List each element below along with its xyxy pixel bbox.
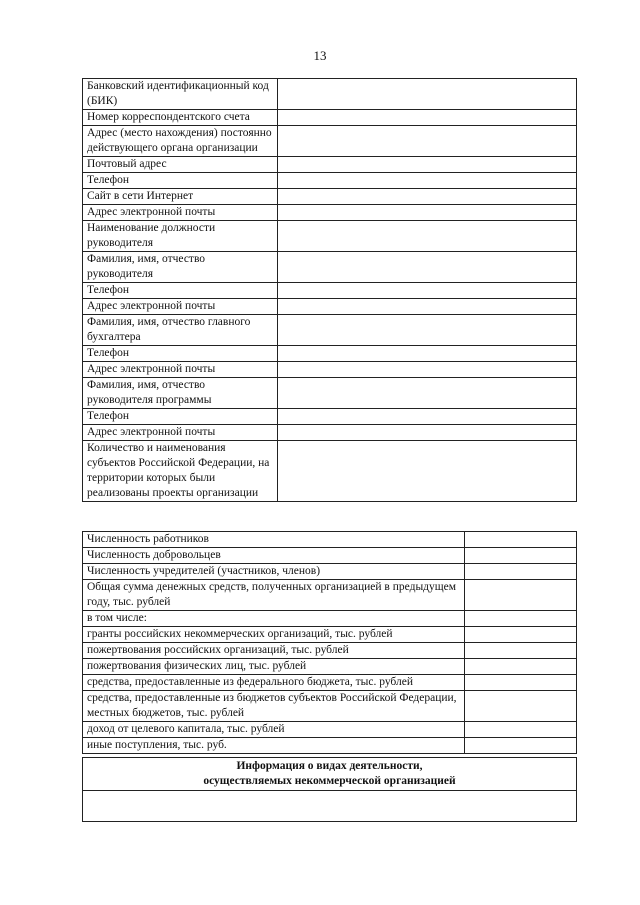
activities-value-row <box>83 791 577 822</box>
activities-title <box>83 758 577 791</box>
activities-header-row <box>83 758 577 791</box>
row-value-cell[interactable] <box>278 173 577 189</box>
row-value-cell[interactable] <box>278 221 577 252</box>
row-label: Адрес (место нахождения) постоянно действующего органа организации <box>83 126 278 157</box>
row-label: Телефон <box>83 346 278 362</box>
table-row <box>83 346 577 362</box>
row-value-cell[interactable] <box>278 425 577 441</box>
row-label: Численность работников <box>83 532 465 548</box>
table-row <box>83 315 577 346</box>
table-row <box>83 252 577 283</box>
table-row <box>83 722 577 738</box>
row-label: гранты российских некоммерческих организаций, тыс. рублей <box>83 627 465 643</box>
row-value-cell[interactable] <box>278 79 577 110</box>
row-label: Адрес электронной почты <box>83 362 278 378</box>
row-value-cell[interactable] <box>278 315 577 346</box>
table-row <box>83 110 577 126</box>
activities-title-line1: Информация о видах деятельности, <box>236 760 423 772</box>
row-value-cell[interactable] <box>278 441 577 502</box>
table-row <box>83 189 577 205</box>
row-label: Номер корреспондентского счета <box>83 110 278 126</box>
row-value-cell[interactable] <box>278 205 577 221</box>
page-number: 13 <box>313 48 327 63</box>
table-row <box>83 643 577 659</box>
table-row <box>83 611 577 627</box>
row-label: Общая сумма денежных средств, полученных организацией в предыдущем году, тыс. рублей <box>83 580 465 611</box>
row-label: пожертвования российских организаций, тыс. рублей <box>83 643 465 659</box>
row-label: доход от целевого капитала, тыс. рублей <box>83 722 465 738</box>
row-value-cell[interactable] <box>465 675 577 691</box>
table-row <box>83 564 577 580</box>
row-label: Адрес электронной почты <box>83 205 278 221</box>
row-label: Почтовый адрес <box>83 157 278 173</box>
row-value-cell[interactable] <box>278 378 577 409</box>
row-label: иные поступления, тыс. руб. <box>83 738 465 754</box>
table-row <box>83 548 577 564</box>
table-row <box>83 126 577 157</box>
row-value-cell[interactable] <box>465 691 577 722</box>
row-label: Численность учредителей (участников, членов) <box>83 564 465 580</box>
table-row <box>83 299 577 315</box>
table-row <box>83 221 577 252</box>
table-row <box>83 691 577 722</box>
table-row <box>83 409 577 425</box>
row-label: Фамилия, имя, отчество руководителя программы <box>83 378 278 409</box>
row-label: Фамилия, имя, отчество главного бухгалтера <box>83 315 278 346</box>
table-row <box>83 659 577 675</box>
table-row <box>83 79 577 110</box>
table-row <box>83 283 577 299</box>
row-label: Телефон <box>83 409 278 425</box>
table-row <box>83 580 577 611</box>
row-value-cell[interactable] <box>465 611 577 627</box>
row-value-cell[interactable] <box>465 643 577 659</box>
table-row <box>83 675 577 691</box>
row-label: Наименование должности руководителя <box>83 221 278 252</box>
table-row <box>83 362 577 378</box>
row-label: средства, предоставленные из бюджетов субъектов Российской Федерации, местных бюджетов, тыс. рублей <box>83 691 465 722</box>
row-label: Численность добровольцев <box>83 548 465 564</box>
row-value-cell[interactable] <box>465 659 577 675</box>
row-value-cell[interactable] <box>278 189 577 205</box>
row-value-cell[interactable] <box>278 110 577 126</box>
row-label: Адрес электронной почты <box>83 299 278 315</box>
row-value-cell[interactable] <box>278 362 577 378</box>
table-row <box>83 425 577 441</box>
row-label: пожертвования физических лиц, тыс. рублей <box>83 659 465 675</box>
row-value-cell[interactable] <box>278 157 577 173</box>
table-row <box>83 378 577 409</box>
organization-info-table <box>82 78 577 502</box>
row-value-cell[interactable] <box>278 283 577 299</box>
row-value-cell[interactable] <box>465 564 577 580</box>
row-label: Адрес электронной почты <box>83 425 278 441</box>
row-value-cell[interactable] <box>465 548 577 564</box>
row-value-cell[interactable] <box>465 580 577 611</box>
table-row <box>83 738 577 754</box>
table-row <box>83 173 577 189</box>
finance-info-table <box>82 531 577 754</box>
row-label: средства, предоставленные из федерального бюджета, тыс. рублей <box>83 675 465 691</box>
activities-title-line2: осуществляемых некоммерческой организацией <box>203 775 456 787</box>
activities-value-cell[interactable] <box>83 791 577 822</box>
organization-info-body <box>83 79 577 502</box>
row-value-cell[interactable] <box>278 409 577 425</box>
row-label: в том числе: <box>83 611 465 627</box>
row-value-cell[interactable] <box>465 532 577 548</box>
table-row <box>83 532 577 548</box>
table-row <box>83 205 577 221</box>
row-value-cell[interactable] <box>465 722 577 738</box>
row-label: Телефон <box>83 173 278 189</box>
row-value-cell[interactable] <box>278 252 577 283</box>
row-label: Фамилия, имя, отчество руководителя <box>83 252 278 283</box>
row-label: Сайт в сети Интернет <box>83 189 278 205</box>
row-value-cell[interactable] <box>278 346 577 362</box>
finance-info-body <box>83 532 577 754</box>
activities-table <box>82 757 577 822</box>
row-value-cell[interactable] <box>465 627 577 643</box>
row-value-cell[interactable] <box>465 738 577 754</box>
row-label: Банковский идентификационный код (БИК) <box>83 79 278 110</box>
row-value-cell[interactable] <box>278 126 577 157</box>
table-row <box>83 441 577 502</box>
row-label: Количество и наименования субъектов Российской Федерации, на территории которых были реализованы проекты организации <box>83 441 278 502</box>
row-label: Телефон <box>83 283 278 299</box>
table-row <box>83 157 577 173</box>
table-row <box>83 627 577 643</box>
row-value-cell[interactable] <box>278 299 577 315</box>
